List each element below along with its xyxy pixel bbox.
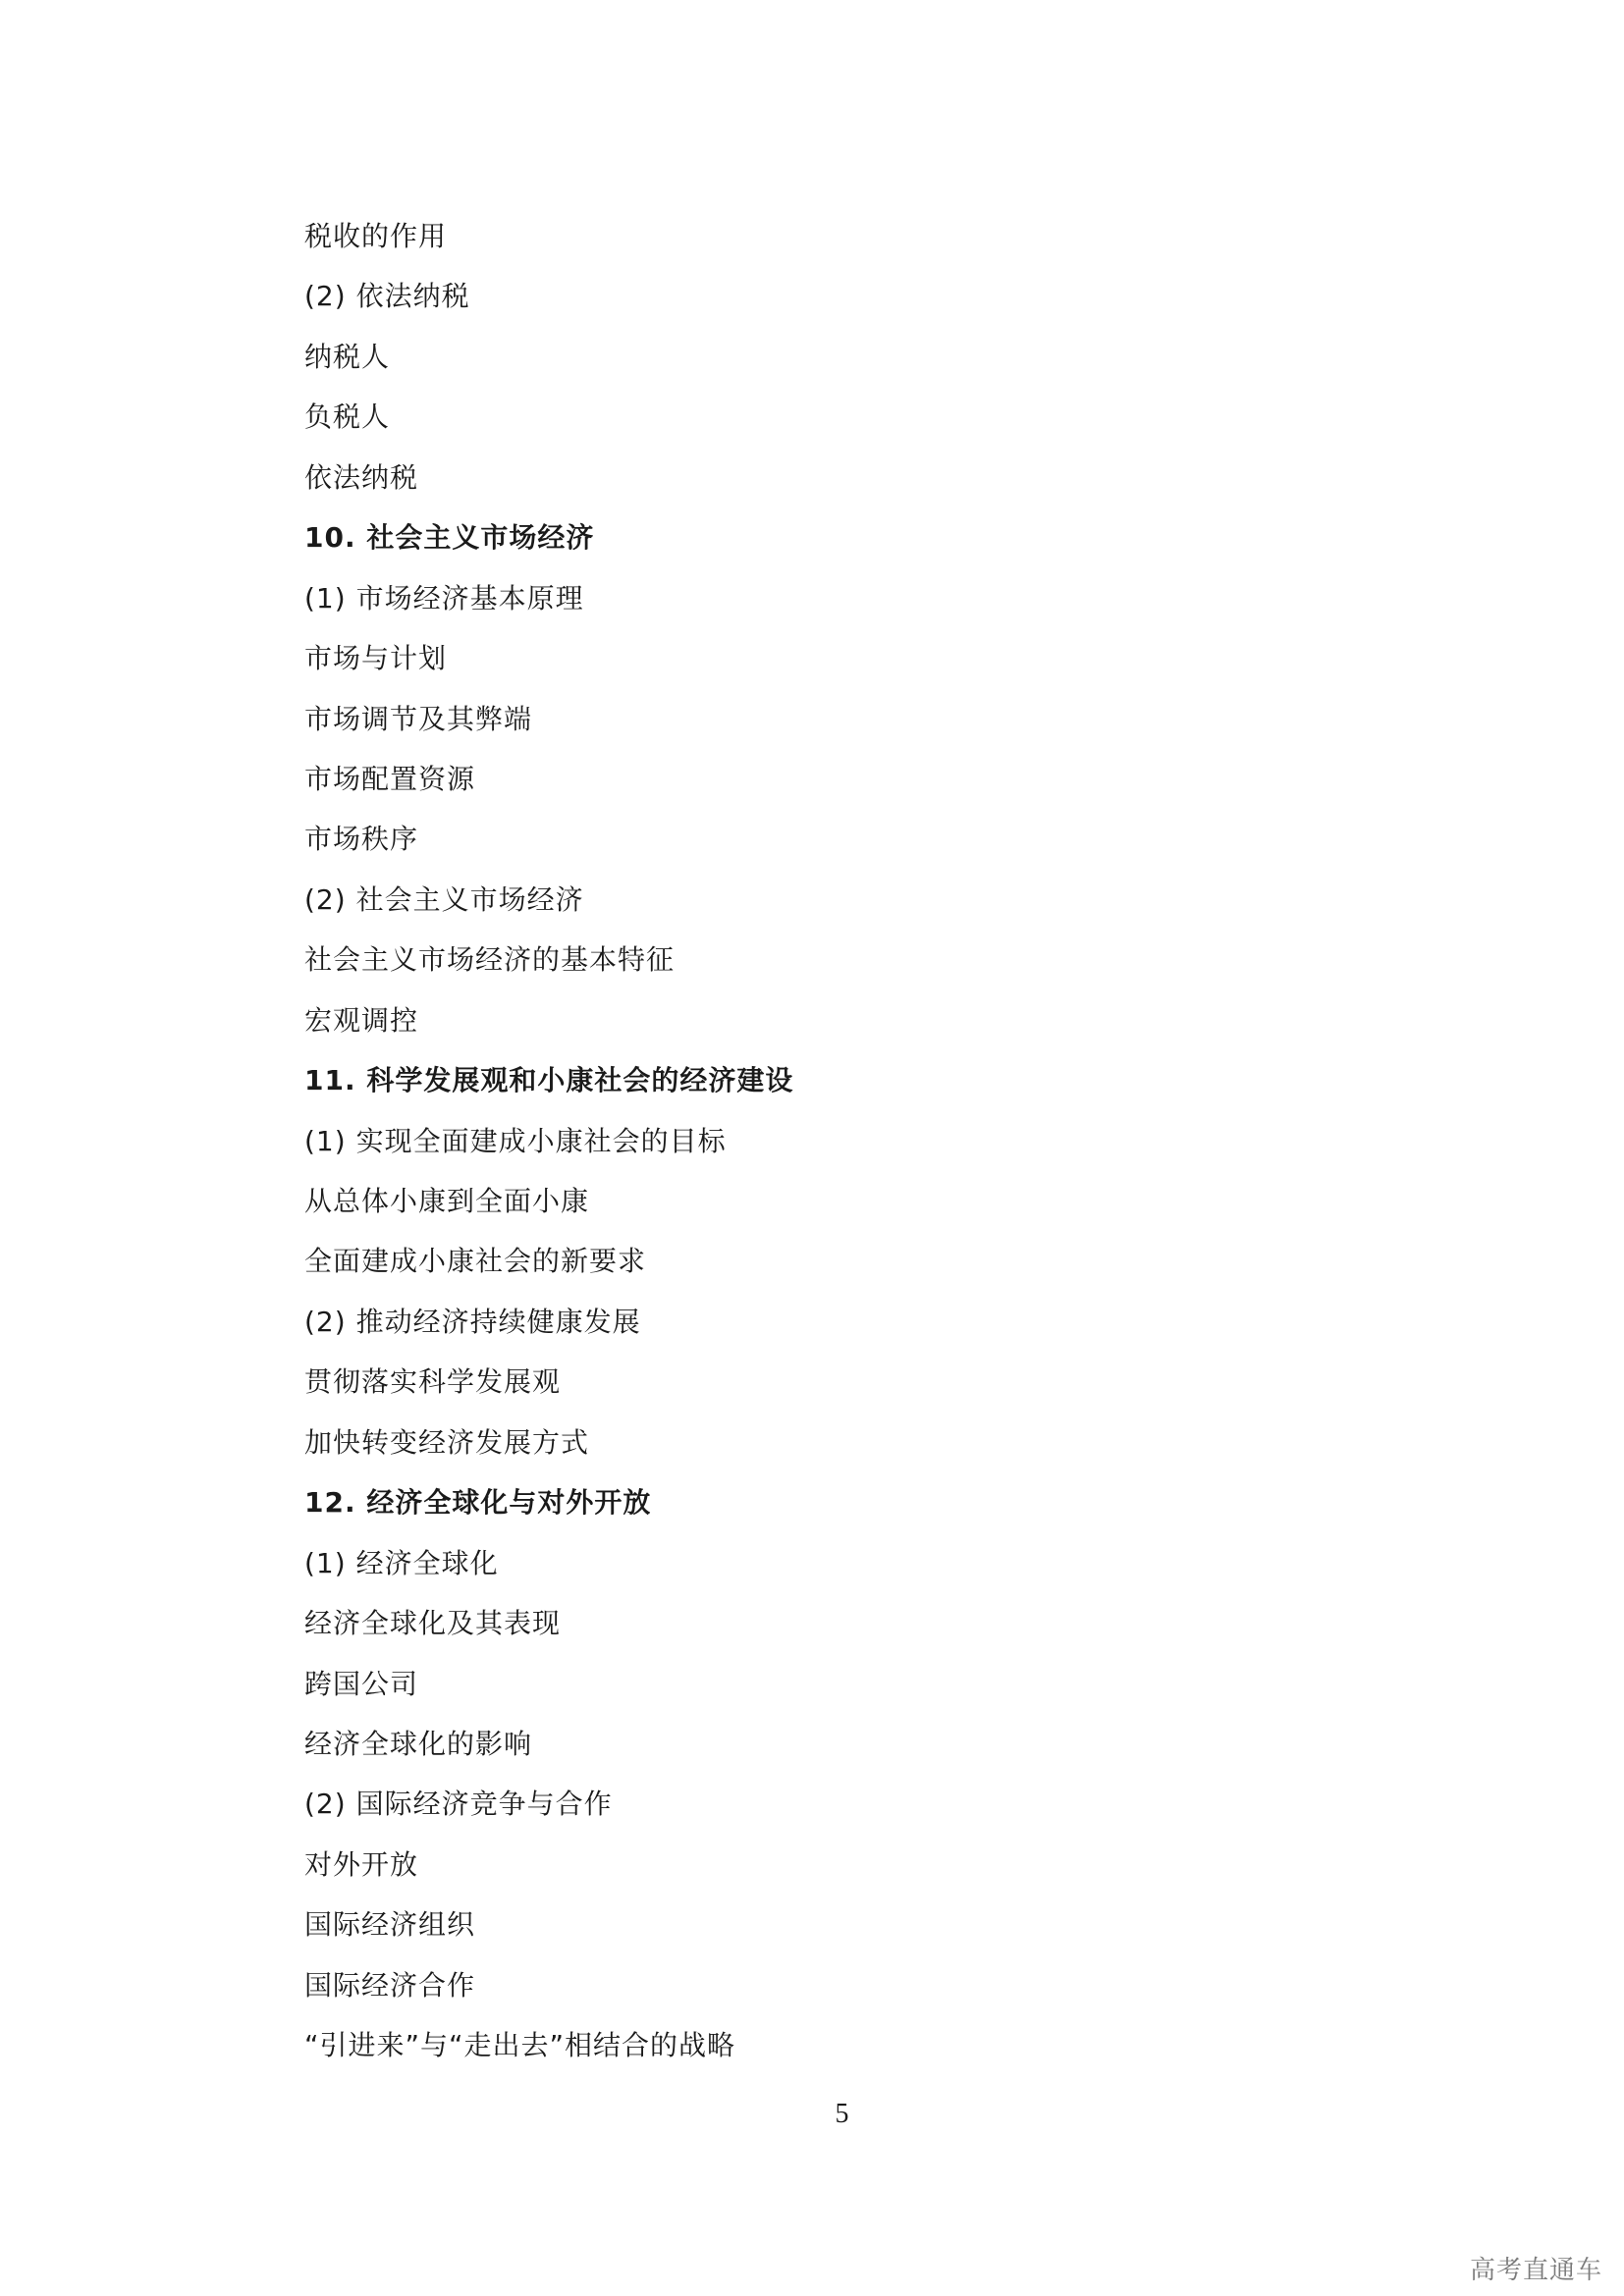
outline-item: 全面建成小康社会的新要求 — [304, 1245, 647, 1278]
outline-item: 国际经济合作 — [304, 1968, 476, 2002]
section-heading: 12. 经济全球化与对外开放 — [304, 1486, 652, 1520]
outline-item: 宏观调控 — [304, 1003, 419, 1037]
section-heading: 10. 社会主义市场经济 — [304, 521, 595, 555]
outline-item: (2) 社会主义市场经济 — [304, 882, 584, 916]
outline-item: 跨国公司 — [304, 1667, 419, 1700]
outline-item: 市场调节及其弊端 — [304, 702, 533, 735]
outline-item: 纳税人 — [304, 340, 391, 373]
outline-list — [304, 206, 793, 2076]
watermark-text: 高考直通车 — [1469, 2256, 1602, 2285]
outline-item: 市场配置资源 — [304, 762, 476, 795]
outline-item: 依法纳税 — [304, 460, 419, 494]
outline-item: 社会主义市场经济的基本特征 — [304, 943, 676, 977]
outline-item: “引进来”与“走出去”相结合的战略 — [304, 2029, 736, 2062]
outline-item: (1) 市场经济基本原理 — [304, 581, 584, 614]
outline-item: (1) 实现全面建成小康社会的目标 — [304, 1124, 727, 1157]
outline-item: (2) 国际经济竞争与合作 — [304, 1788, 613, 1821]
outline-item: (2) 推动经济持续健康发展 — [304, 1305, 641, 1338]
outline-item: 对外开放 — [304, 1847, 419, 1881]
outline-item: 加快转变经济发展方式 — [304, 1425, 590, 1459]
outline-item: 国际经济组织 — [304, 1908, 476, 1942]
outline-item: (2) 依法纳税 — [304, 280, 470, 313]
outline-item: 市场秩序 — [304, 823, 419, 856]
page-number: 5 — [835, 2099, 849, 2129]
outline-item: (1) 经济全球化 — [304, 1546, 499, 1579]
outline-item: 从总体小康到全面小康 — [304, 1185, 590, 1217]
outline-item: 经济全球化的影响 — [304, 1727, 533, 1760]
outline-item: 税收的作用 — [304, 220, 448, 252]
outline-item: 市场与计划 — [304, 642, 448, 675]
outline-item: 贯彻落实科学发展观 — [304, 1365, 562, 1399]
outline-item: 负税人 — [304, 400, 391, 434]
section-heading: 11. 科学发展观和小康社会的经济建设 — [304, 1064, 794, 1097]
outline-item: 经济全球化及其表现 — [304, 1607, 562, 1640]
